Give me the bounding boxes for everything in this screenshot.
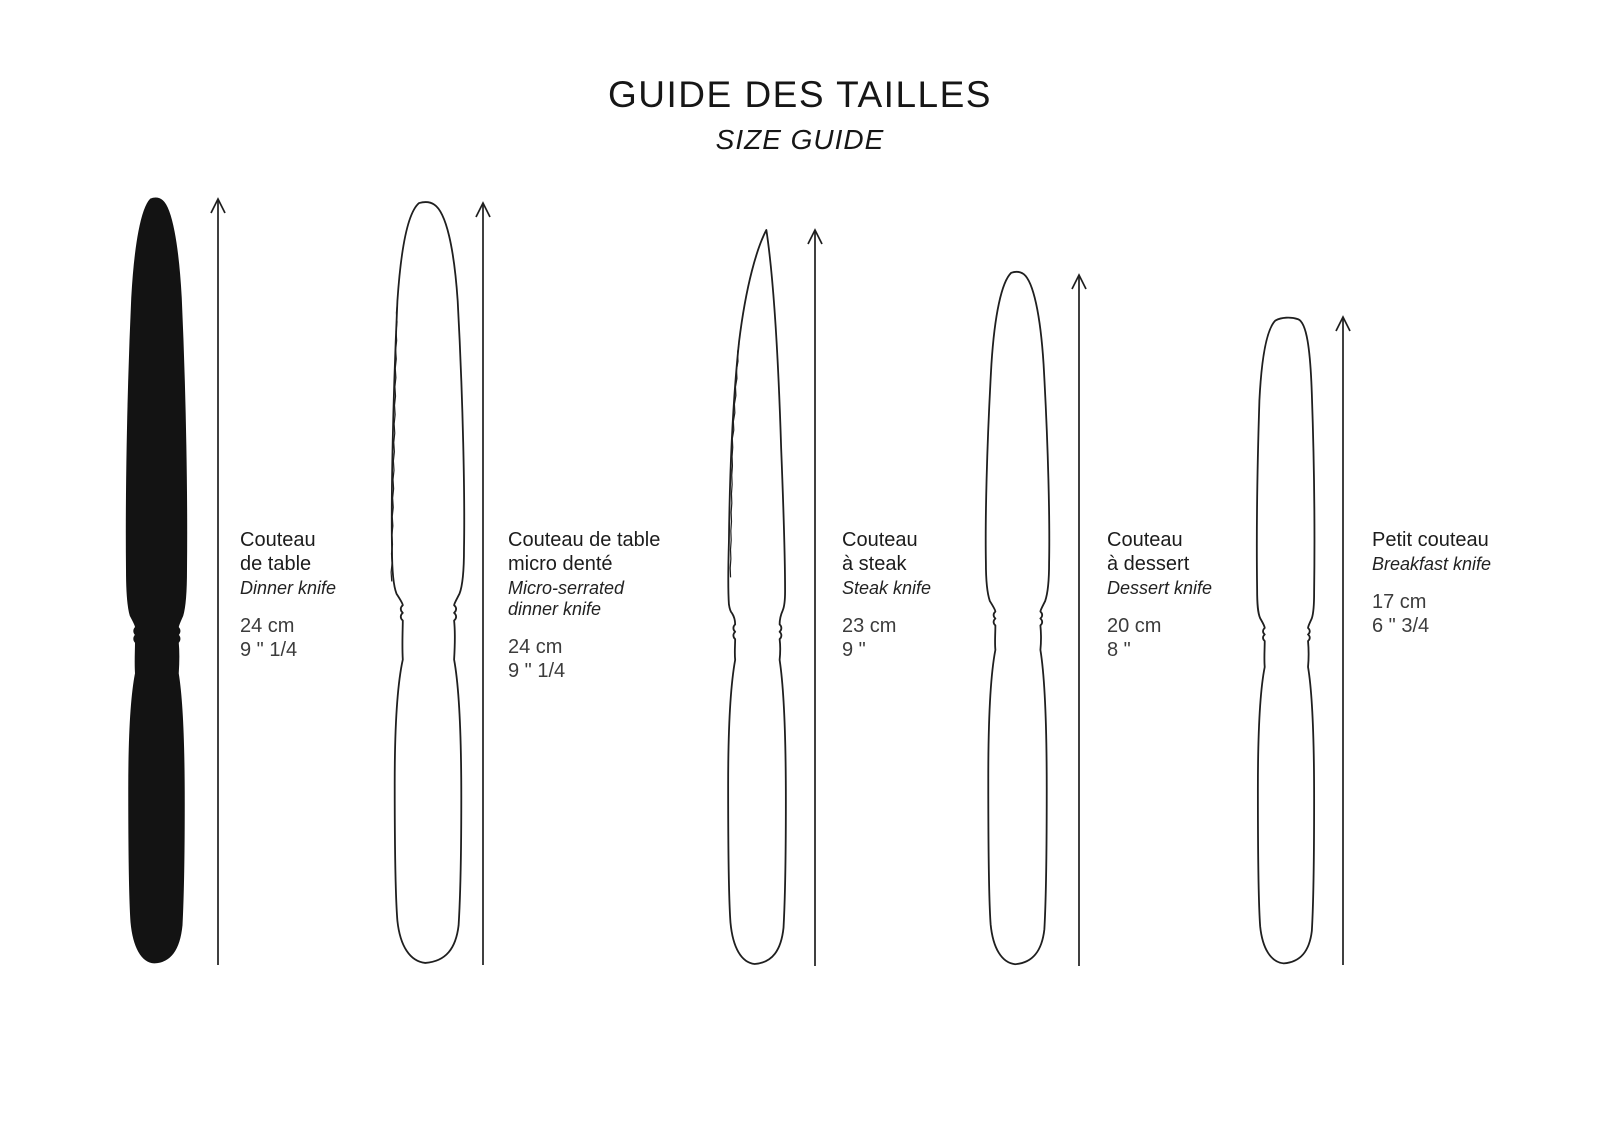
knife-length-cm: 24 cm bbox=[240, 615, 295, 637]
dinner-knife-label bbox=[240, 528, 336, 662]
steak-knife-size-arrow bbox=[806, 227, 824, 967]
knife-name-fr: de table bbox=[240, 553, 312, 575]
knife-name-fr: Couteau bbox=[842, 529, 918, 551]
header bbox=[0, 74, 1600, 156]
knife-length-cm: 17 cm bbox=[1372, 591, 1427, 613]
dessert-knife-illustration bbox=[978, 270, 1057, 967]
knife-name-en: Dinner knife bbox=[240, 578, 337, 598]
dinner-knife-size-arrow bbox=[209, 196, 227, 966]
page-title: GUIDE DES TAILLES bbox=[608, 74, 992, 115]
knife-length-cm: 24 cm bbox=[508, 636, 563, 658]
knife-length-cm: 20 cm bbox=[1107, 615, 1162, 637]
steak-knife-illustration bbox=[718, 227, 796, 967]
knife-name-en: Dessert knife bbox=[1107, 578, 1213, 598]
knife-name-fr: à dessert bbox=[1107, 553, 1190, 575]
knife-name-fr: Couteau bbox=[240, 529, 316, 551]
steak-knife-label bbox=[842, 528, 931, 662]
breakfast-knife-illustration bbox=[1248, 316, 1324, 966]
micro-serrated-dinner-knife-label bbox=[508, 528, 660, 683]
micro-serrated-dinner-knife-size-arrow bbox=[474, 200, 492, 966]
knife-length-cm: 23 cm bbox=[842, 615, 897, 637]
knife-name-en: Breakfast knife bbox=[1372, 554, 1492, 574]
knife-length-inches: 6 " 3/4 bbox=[1372, 615, 1430, 637]
page-subtitle: SIZE GUIDE bbox=[715, 124, 885, 155]
knife-name-en: dinner knife bbox=[508, 599, 602, 619]
knife-length-inches: 9 " bbox=[842, 639, 866, 661]
micro-serrated-dinner-knife-illustration bbox=[383, 200, 473, 966]
knife-name-fr: à steak bbox=[842, 553, 907, 575]
knife-name-fr: Couteau de table bbox=[508, 529, 661, 551]
knife-length-inches: 9 " 1/4 bbox=[240, 639, 298, 661]
breakfast-knife-label bbox=[1372, 528, 1491, 638]
knife-length-inches: 9 " 1/4 bbox=[508, 660, 566, 682]
breakfast-knife-size-arrow bbox=[1334, 314, 1352, 966]
dessert-knife-size-arrow bbox=[1070, 272, 1088, 967]
knife-name-en: Steak knife bbox=[842, 578, 932, 598]
knife-name-fr: Couteau bbox=[1107, 529, 1183, 551]
dessert-knife-label bbox=[1107, 528, 1212, 662]
knife-name-en: Micro-serrated bbox=[508, 578, 625, 598]
knife-name-fr: micro denté bbox=[508, 553, 613, 575]
knife-length-inches: 8 " bbox=[1107, 639, 1131, 661]
knife-name-fr: Petit couteau bbox=[1372, 529, 1489, 551]
dinner-knife-illustration bbox=[119, 196, 194, 966]
